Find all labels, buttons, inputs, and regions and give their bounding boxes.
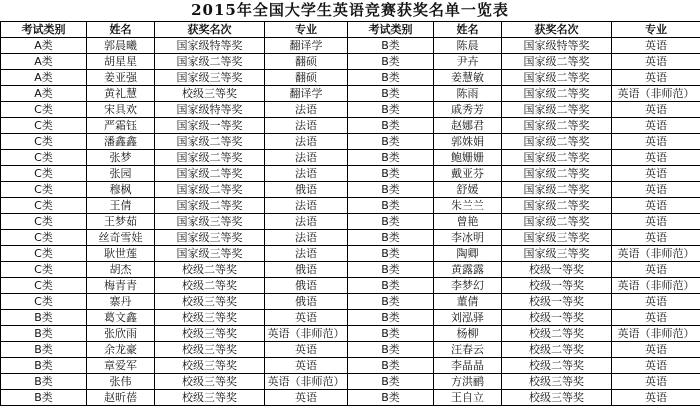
header-cell-name-right: 姓名 — [434, 22, 502, 38]
name-cell: 宋具欢 — [87, 102, 155, 118]
name-cell: 陈晨 — [434, 38, 502, 54]
award-cell: 国家级二等奖 — [502, 134, 612, 150]
name-cell: 汪春云 — [434, 342, 502, 358]
major-cell: 英语 — [612, 310, 700, 326]
header-cell-name-left: 姓名 — [87, 22, 155, 38]
major-cell: 英语（非师范） — [612, 86, 700, 102]
exam-type-cell: B类 — [348, 342, 434, 358]
exam-type-cell: A类 — [1, 38, 87, 54]
award-cell: 国家级二等奖 — [502, 198, 612, 214]
table-row — [1, 118, 700, 134]
exam-type-cell: B类 — [1, 358, 87, 374]
exam-type-cell: C类 — [1, 262, 87, 278]
exam-type-cell: B类 — [348, 70, 434, 86]
award-cell: 国家级三等奖 — [502, 246, 612, 262]
exam-type-cell: B类 — [348, 230, 434, 246]
exam-type-cell: B类 — [348, 54, 434, 70]
name-cell: 姜慧敏 — [434, 70, 502, 86]
major-cell: 英语 — [612, 38, 700, 54]
major-cell: 英语（非师范） — [265, 326, 348, 342]
name-cell: 梅青青 — [87, 278, 155, 294]
table-row — [1, 166, 700, 182]
name-cell: 王自立 — [434, 390, 502, 406]
sheet-title: 2015年全国大学生英语竞赛获奖名单一览表 — [191, 1, 509, 19]
name-cell: 耿世莲 — [87, 246, 155, 262]
exam-type-cell: C类 — [1, 118, 87, 134]
header-cell-exam-type-left: 考试类别 — [1, 22, 87, 38]
award-cell: 国家级二等奖 — [155, 198, 265, 214]
major-cell: 英语 — [612, 182, 700, 198]
major-cell: 法语 — [265, 118, 348, 134]
award-cell: 国家级二等奖 — [502, 166, 612, 182]
award-cell: 国家级二等奖 — [502, 214, 612, 230]
exam-type-cell: C类 — [1, 246, 87, 262]
major-cell: 法语 — [265, 246, 348, 262]
header-cell-major-right: 专业 — [612, 22, 700, 38]
award-cell: 国家级二等奖 — [502, 54, 612, 70]
name-cell: 赵娜君 — [434, 118, 502, 134]
exam-type-cell: B类 — [1, 310, 87, 326]
award-cell: 国家级二等奖 — [502, 118, 612, 134]
name-cell: 张园 — [87, 166, 155, 182]
major-cell: 英语（非师范） — [612, 246, 700, 262]
table-row — [1, 86, 700, 102]
award-cell: 国家级三等奖 — [155, 230, 265, 246]
exam-type-cell: B类 — [1, 390, 87, 406]
table-row — [1, 294, 700, 310]
exam-type-cell: C类 — [1, 294, 87, 310]
name-cell: 余龙豪 — [87, 342, 155, 358]
exam-type-cell: C类 — [1, 182, 87, 198]
award-cell: 国家级二等奖 — [502, 86, 612, 102]
name-cell: 董倩 — [434, 294, 502, 310]
name-cell: 赵昕蓓 — [87, 390, 155, 406]
exam-type-cell: A类 — [1, 70, 87, 86]
name-cell: 郭晨曦 — [87, 38, 155, 54]
award-cell: 校级二等奖 — [502, 342, 612, 358]
major-cell: 翻硕 — [265, 54, 348, 70]
exam-type-cell: B类 — [348, 214, 434, 230]
header-cell-exam-type-right: 考试类别 — [348, 22, 434, 38]
name-cell: 王梦茹 — [87, 214, 155, 230]
award-cell: 国家级特等奖 — [155, 38, 265, 54]
name-cell: 戚秀芳 — [434, 102, 502, 118]
major-cell: 英语 — [265, 358, 348, 374]
award-cell: 国家级二等奖 — [155, 182, 265, 198]
award-cell: 国家级二等奖 — [502, 182, 612, 198]
name-cell: 章爱军 — [87, 358, 155, 374]
table-row — [1, 134, 700, 150]
exam-type-cell: B类 — [348, 198, 434, 214]
major-cell: 英语 — [612, 118, 700, 134]
exam-type-cell: B类 — [348, 102, 434, 118]
name-cell: 曾艳 — [434, 214, 502, 230]
header-row — [1, 22, 700, 38]
name-cell: 李冰明 — [434, 230, 502, 246]
table-row — [1, 150, 700, 166]
award-cell: 国家级二等奖 — [155, 134, 265, 150]
major-cell: 俄语 — [265, 294, 348, 310]
major-cell: 俄语 — [265, 278, 348, 294]
major-cell: 英语 — [265, 390, 348, 406]
name-cell: 郭姝娟 — [434, 134, 502, 150]
award-cell: 国家级二等奖 — [155, 54, 265, 70]
name-cell: 尹卉 — [434, 54, 502, 70]
exam-type-cell: B类 — [348, 326, 434, 342]
major-cell: 英语（非师范） — [265, 374, 348, 390]
table-row — [1, 246, 700, 262]
table-row — [1, 342, 700, 358]
exam-type-cell: B类 — [348, 166, 434, 182]
exam-type-cell: C类 — [1, 198, 87, 214]
name-cell: 杨柳 — [434, 326, 502, 342]
major-cell: 法语 — [265, 230, 348, 246]
award-cell: 国家级三等奖 — [155, 246, 265, 262]
table-row — [1, 214, 700, 230]
name-cell: 严霜钰 — [87, 118, 155, 134]
exam-type-cell: A类 — [1, 86, 87, 102]
header-cell-major-left: 专业 — [265, 22, 348, 38]
major-cell: 英语 — [612, 374, 700, 390]
name-cell: 李梦幻 — [434, 278, 502, 294]
exam-type-cell: C类 — [1, 166, 87, 182]
major-cell: 英语 — [612, 390, 700, 406]
exam-type-cell: B类 — [348, 246, 434, 262]
table-row — [1, 262, 700, 278]
name-cell: 陈雨 — [434, 86, 502, 102]
exam-type-cell: C类 — [1, 102, 87, 118]
name-cell: 陶卿 — [434, 246, 502, 262]
table-row — [1, 198, 700, 214]
table-row — [1, 54, 700, 70]
award-cell: 校级三等奖 — [155, 390, 265, 406]
major-cell: 翻译学 — [265, 86, 348, 102]
name-cell: 鲍姗姗 — [434, 150, 502, 166]
name-cell: 方洪鹂 — [434, 374, 502, 390]
name-cell: 黄礼慧 — [87, 86, 155, 102]
major-cell: 英语 — [612, 294, 700, 310]
award-cell: 校级三等奖 — [155, 342, 265, 358]
major-cell: 英语 — [612, 70, 700, 86]
award-cell: 校级一等奖 — [502, 310, 612, 326]
major-cell: 英语 — [612, 150, 700, 166]
award-cell: 校级三等奖 — [155, 358, 265, 374]
major-cell: 英语 — [612, 102, 700, 118]
name-cell: 李晶晶 — [434, 358, 502, 374]
exam-type-cell: B类 — [348, 38, 434, 54]
name-cell: 丝奇雪娃 — [87, 230, 155, 246]
table-row — [1, 230, 700, 246]
award-cell: 国家级二等奖 — [502, 70, 612, 86]
award-cell: 国家级二等奖 — [502, 150, 612, 166]
award-cell: 国家级三等奖 — [502, 230, 612, 246]
table-row — [1, 358, 700, 374]
name-cell: 穆枫 — [87, 182, 155, 198]
award-cell: 国家级二等奖 — [502, 102, 612, 118]
name-cell: 潘鑫鑫 — [87, 134, 155, 150]
exam-type-cell: B类 — [348, 262, 434, 278]
exam-type-cell: C类 — [1, 230, 87, 246]
exam-type-cell: B类 — [348, 278, 434, 294]
award-cell: 校级三等奖 — [155, 326, 265, 342]
name-cell: 舒媛 — [434, 182, 502, 198]
exam-type-cell: B类 — [1, 374, 87, 390]
exam-type-cell: B类 — [348, 310, 434, 326]
exam-type-cell: B类 — [348, 374, 434, 390]
table-row — [1, 102, 700, 118]
major-cell: 法语 — [265, 102, 348, 118]
award-cell: 校级三等奖 — [155, 86, 265, 102]
major-cell: 俄语 — [265, 182, 348, 198]
award-table — [0, 21, 700, 406]
award-cell: 国家级一等奖 — [155, 118, 265, 134]
award-cell: 校级三等奖 — [502, 374, 612, 390]
name-cell: 胡星星 — [87, 54, 155, 70]
table-row — [1, 310, 700, 326]
name-cell: 葛文鑫 — [87, 310, 155, 326]
major-cell: 法语 — [265, 150, 348, 166]
exam-type-cell: B类 — [348, 358, 434, 374]
exam-type-cell: C类 — [1, 278, 87, 294]
award-cell: 校级一等奖 — [502, 278, 612, 294]
exam-type-cell: B类 — [348, 294, 434, 310]
award-cell: 校级三等奖 — [155, 294, 265, 310]
exam-type-cell: B类 — [348, 86, 434, 102]
award-cell: 校级三等奖 — [155, 310, 265, 326]
award-cell: 国家级特等奖 — [155, 102, 265, 118]
major-cell: 法语 — [265, 214, 348, 230]
major-cell: 英语 — [265, 342, 348, 358]
award-cell: 校级二等奖 — [502, 326, 612, 342]
exam-type-cell: B类 — [1, 342, 87, 358]
major-cell: 英语（非师范） — [612, 278, 700, 294]
name-cell: 张欣雨 — [87, 326, 155, 342]
table-row — [1, 70, 700, 86]
award-cell: 校级一等奖 — [502, 262, 612, 278]
name-cell: 黄露露 — [434, 262, 502, 278]
name-cell: 胡杰 — [87, 262, 155, 278]
name-cell: 戴亚芬 — [434, 166, 502, 182]
table-row — [1, 38, 700, 54]
table-row — [1, 278, 700, 294]
major-cell: 法语 — [265, 198, 348, 214]
table-body — [1, 38, 700, 406]
major-cell: 俄语 — [265, 262, 348, 278]
award-cell: 国家级三等奖 — [155, 70, 265, 86]
award-cell: 国家级二等奖 — [155, 166, 265, 182]
exam-type-cell: B类 — [348, 182, 434, 198]
exam-type-cell: B类 — [1, 326, 87, 342]
table-row — [1, 326, 700, 342]
name-cell: 朱兰兰 — [434, 198, 502, 214]
table-row — [1, 374, 700, 390]
major-cell: 英语 — [612, 262, 700, 278]
major-cell: 英语（非师范） — [612, 326, 700, 342]
exam-type-cell: B类 — [348, 390, 434, 406]
header-cell-award-right: 获奖名次 — [502, 22, 612, 38]
major-cell: 英语 — [612, 198, 700, 214]
award-cell: 校级二等奖 — [155, 278, 265, 294]
name-cell: 王倩 — [87, 198, 155, 214]
major-cell: 英语 — [612, 342, 700, 358]
exam-type-cell: C类 — [1, 150, 87, 166]
major-cell: 英语 — [612, 358, 700, 374]
major-cell: 翻译学 — [265, 38, 348, 54]
table-header — [1, 22, 700, 38]
award-cell: 校级一等奖 — [502, 294, 612, 310]
major-cell: 英语 — [612, 54, 700, 70]
name-cell: 寨丹 — [87, 294, 155, 310]
header-cell-award-left: 获奖名次 — [155, 22, 265, 38]
award-cell: 校级二等奖 — [155, 262, 265, 278]
award-cell: 国家级二等奖 — [155, 150, 265, 166]
exam-type-cell: C类 — [1, 214, 87, 230]
award-cell: 校级三等奖 — [155, 374, 265, 390]
name-cell: 张伟 — [87, 374, 155, 390]
award-cell: 校级二等奖 — [502, 358, 612, 374]
exam-type-cell: B类 — [348, 134, 434, 150]
name-cell: 刘泓驿 — [434, 310, 502, 326]
exam-type-cell: B类 — [348, 118, 434, 134]
table-row — [1, 390, 700, 406]
major-cell: 翻硕 — [265, 70, 348, 86]
name-cell: 姜亚强 — [87, 70, 155, 86]
award-cell: 校级三等奖 — [502, 390, 612, 406]
exam-type-cell: B类 — [348, 150, 434, 166]
major-cell: 英语 — [612, 214, 700, 230]
major-cell: 法语 — [265, 166, 348, 182]
table-row — [1, 182, 700, 198]
major-cell: 英语 — [612, 134, 700, 150]
major-cell: 法语 — [265, 134, 348, 150]
major-cell: 英语 — [265, 310, 348, 326]
exam-type-cell: A类 — [1, 54, 87, 70]
exam-type-cell: C类 — [1, 134, 87, 150]
major-cell: 英语 — [612, 230, 700, 246]
major-cell: 英语 — [612, 166, 700, 182]
award-cell: 国家级三等奖 — [155, 214, 265, 230]
name-cell: 张梦 — [87, 150, 155, 166]
award-cell: 国家级特等奖 — [502, 38, 612, 54]
